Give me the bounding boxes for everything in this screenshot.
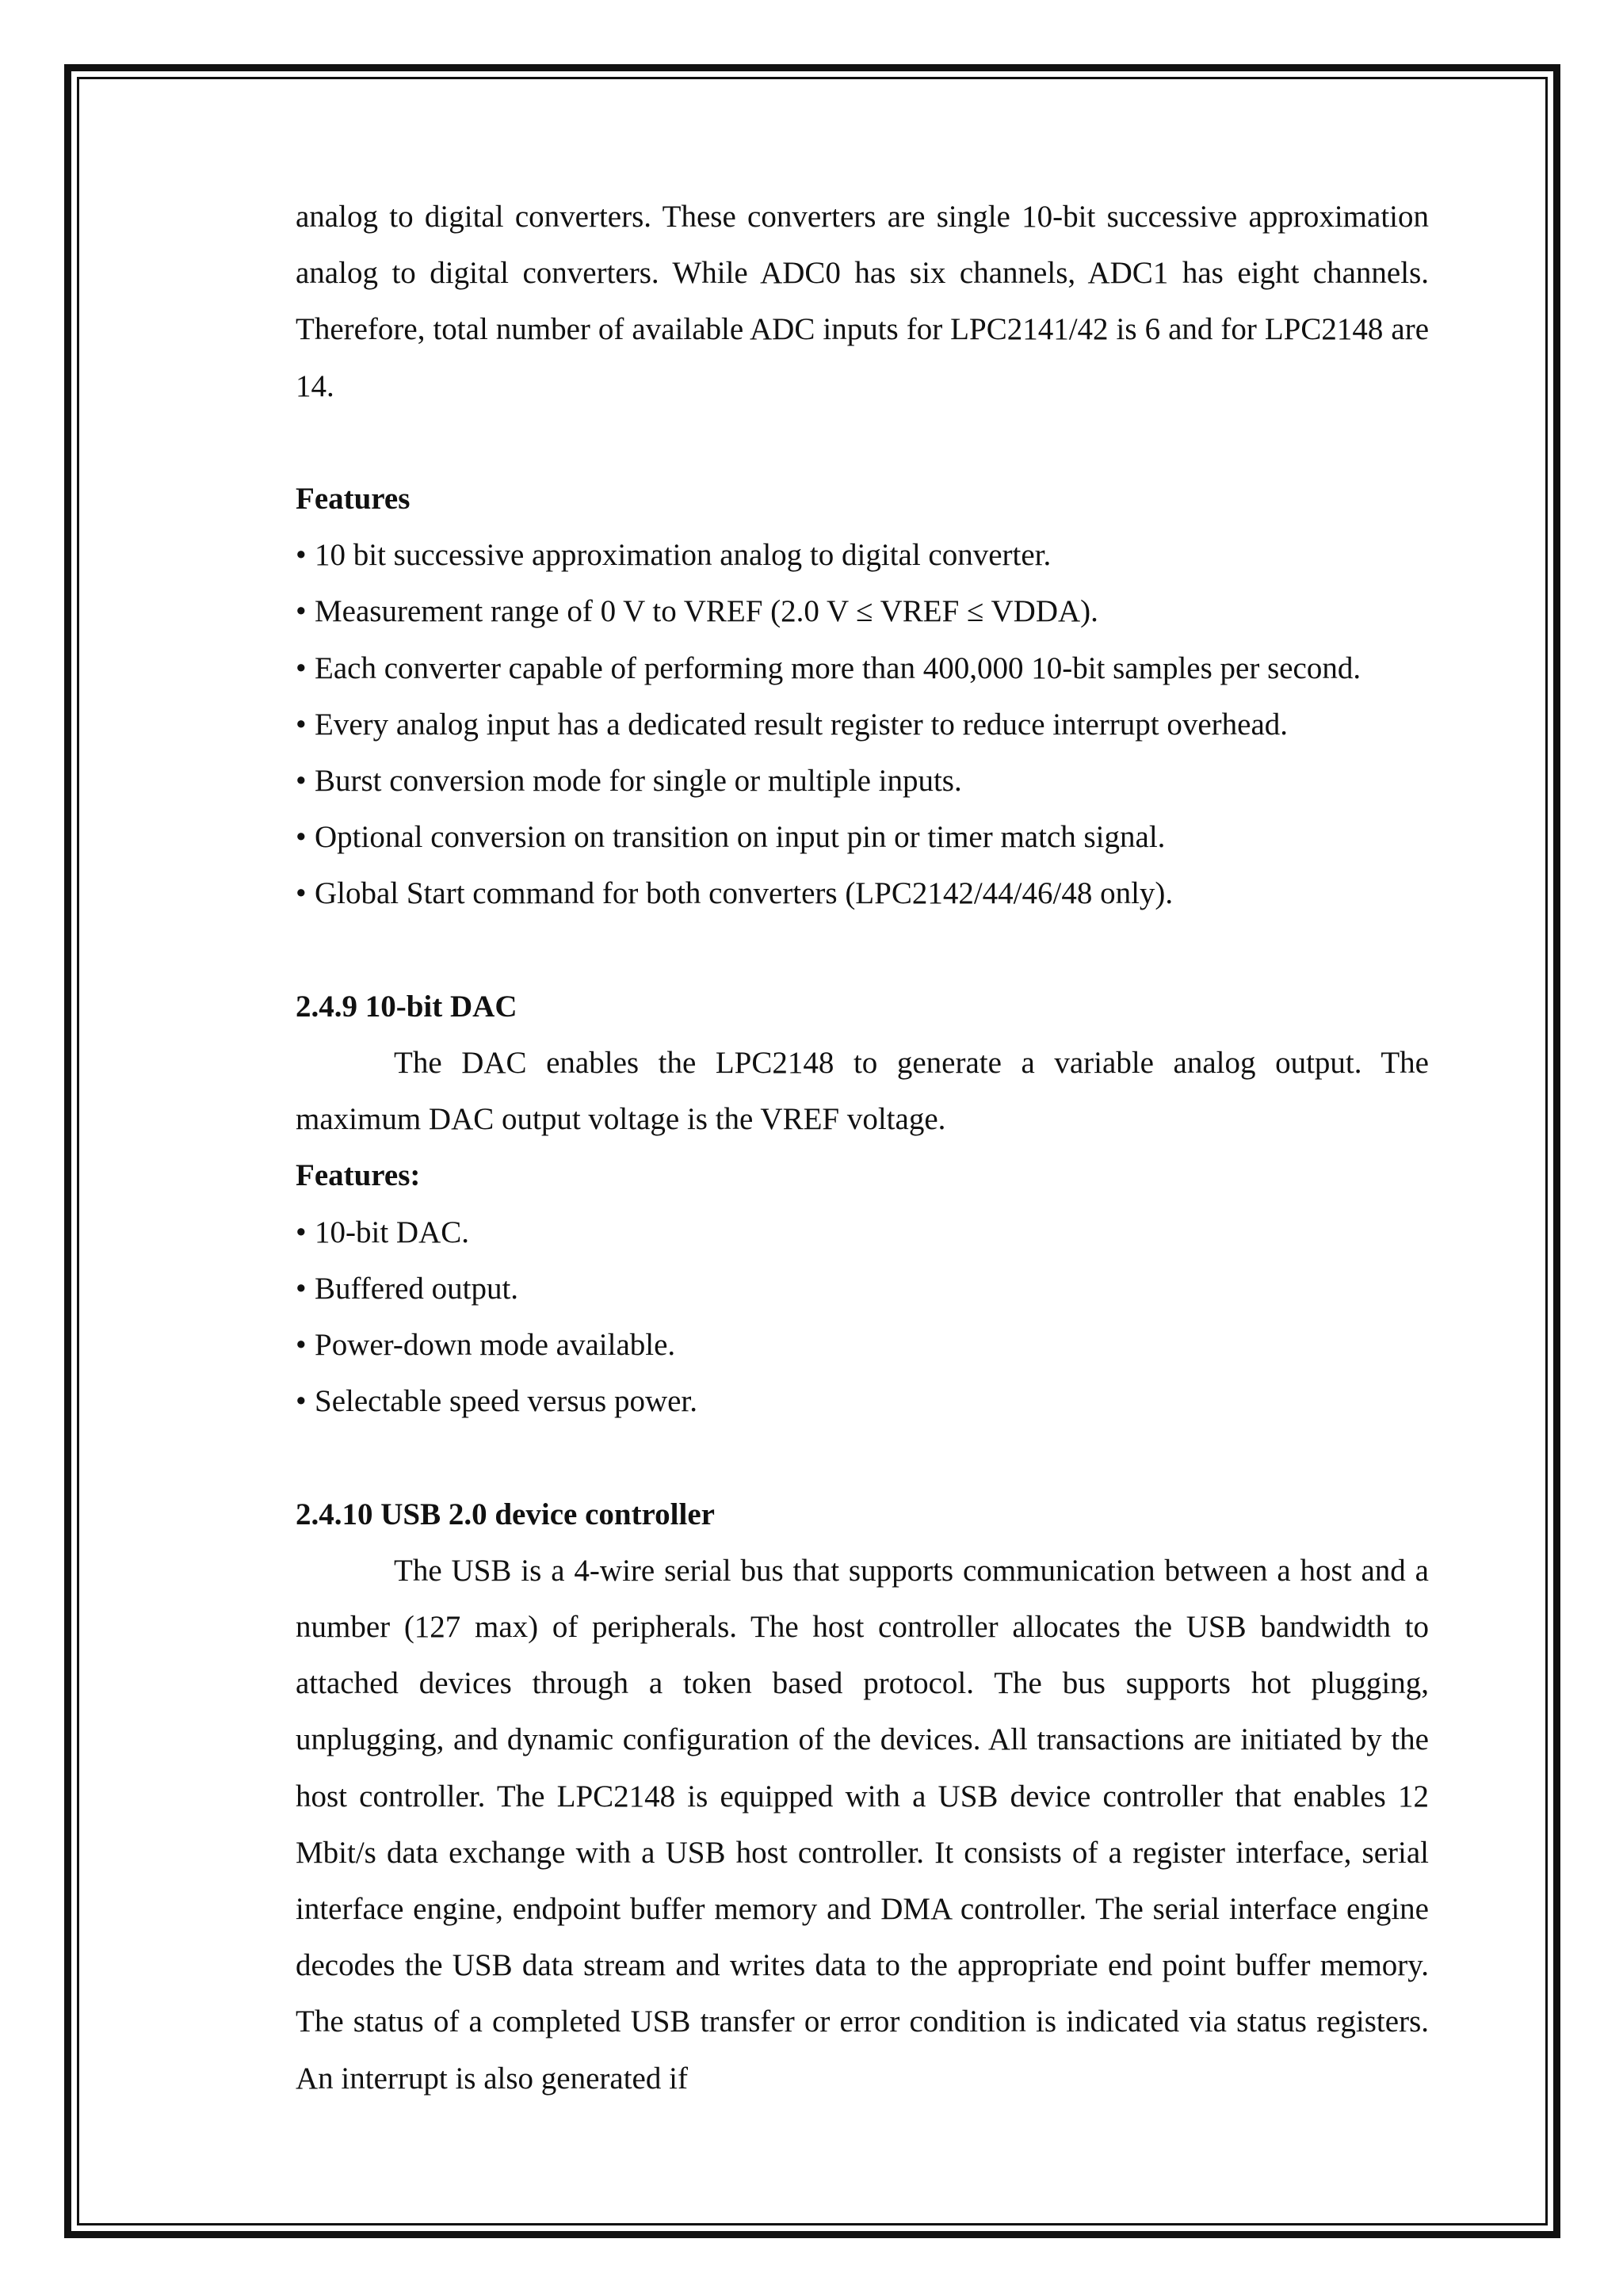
dac-section-heading: 2.4.9 10-bit DAC	[296, 989, 517, 1024]
list-item	[296, 865, 1429, 921]
usb-paragraph: The USB is a 4-wire serial bus that supports communication between a host and a number (127 max) of peripherals. The host controller allocates the USB bandwidth to attached devices through a token based protocol. The bus supports hot plugging, unplugging, and dynamic configuration of the devices. All transactions are initiated by the host controller. The LPC2148 is equipped with a USB device controller that enables 12 Mbit/s data exchange with a USB host controller. It consists of a register interface, serial interface engine, endpoint buffer memory and DMA controller. The serial interface engine decodes the USB data stream and writes data to the appropriate end point buffer memory. The status of a completed USB transfer or error condition is indicated via status registers. An interrupt is also generated if	[296, 1553, 1429, 2096]
list-item-text: 10-bit DAC.	[315, 1215, 469, 1249]
bullet-icon: •	[296, 650, 307, 685]
bullet-icon: •	[296, 876, 307, 911]
list-item	[296, 1317, 1429, 1373]
list-item-text: Power-down mode available.	[315, 1328, 676, 1363]
list-item	[296, 640, 1429, 696]
bullet-icon: •	[296, 820, 307, 855]
list-item-text: Buffered output.	[315, 1271, 519, 1306]
bullet-icon: •	[296, 1215, 307, 1249]
bullet-icon: •	[296, 594, 307, 629]
list-item	[296, 753, 1429, 809]
list-item-text: Every analog input has a dedicated result register to reduce interrupt overhead.	[315, 707, 1289, 742]
list-item	[296, 527, 1429, 583]
spacer	[296, 1429, 1429, 1486]
intro-paragraph: analog to digital converters. These converters are single 10-bit successive approximation analog to digital converters. While ADC0 has six channels, ADC1 has eight channels. Therefore, total number of available ADC inputs for LPC2141/42 is 6 and for LPC2148 are 14.	[296, 200, 1429, 403]
list-item	[296, 1261, 1429, 1317]
usb-section-heading: 2.4.10 USB 2.0 device controller	[296, 1497, 715, 1531]
list-item-text: Optional conversion on transition on input pin or timer match signal.	[315, 820, 1166, 855]
bullet-icon: •	[296, 538, 307, 573]
dac-features-list	[296, 1204, 1429, 1430]
list-item	[296, 809, 1429, 865]
bullet-icon: •	[296, 1271, 307, 1306]
list-item	[296, 1204, 1429, 1261]
list-item-text: 10 bit successive approximation analog to digital converter.	[315, 538, 1052, 573]
adc-features-list	[296, 527, 1429, 921]
list-item-text: Measurement range of 0 V to VREF (2.0 V ≤ VREF ≤ VDDA).	[315, 594, 1098, 629]
bullet-icon: •	[296, 1328, 307, 1363]
list-item-text: Selectable speed versus power.	[315, 1384, 698, 1419]
adc-features-heading: Features	[296, 482, 411, 516]
spacer	[296, 414, 1429, 471]
list-item	[296, 696, 1429, 753]
page-content	[296, 189, 1429, 2107]
list-item	[296, 1373, 1429, 1429]
bullet-icon: •	[296, 764, 307, 799]
bullet-icon: •	[296, 1384, 307, 1419]
list-item-text: Burst conversion mode for single or multiple inputs.	[315, 764, 962, 799]
dac-paragraph: The DAC enables the LPC2148 to generate a variable analog output. The maximum DAC output voltage is the VREF voltage.	[296, 1046, 1429, 1137]
bullet-icon: •	[296, 707, 307, 742]
list-item-text: Global Start command for both converters (LPC2142/44/46/48 only).	[315, 876, 1174, 911]
dac-features-heading: Features:	[296, 1158, 421, 1193]
spacer	[296, 922, 1429, 978]
list-item	[296, 583, 1429, 639]
list-item-text: Each converter capable of performing more than 400,000 10-bit samples per second.	[315, 650, 1361, 685]
